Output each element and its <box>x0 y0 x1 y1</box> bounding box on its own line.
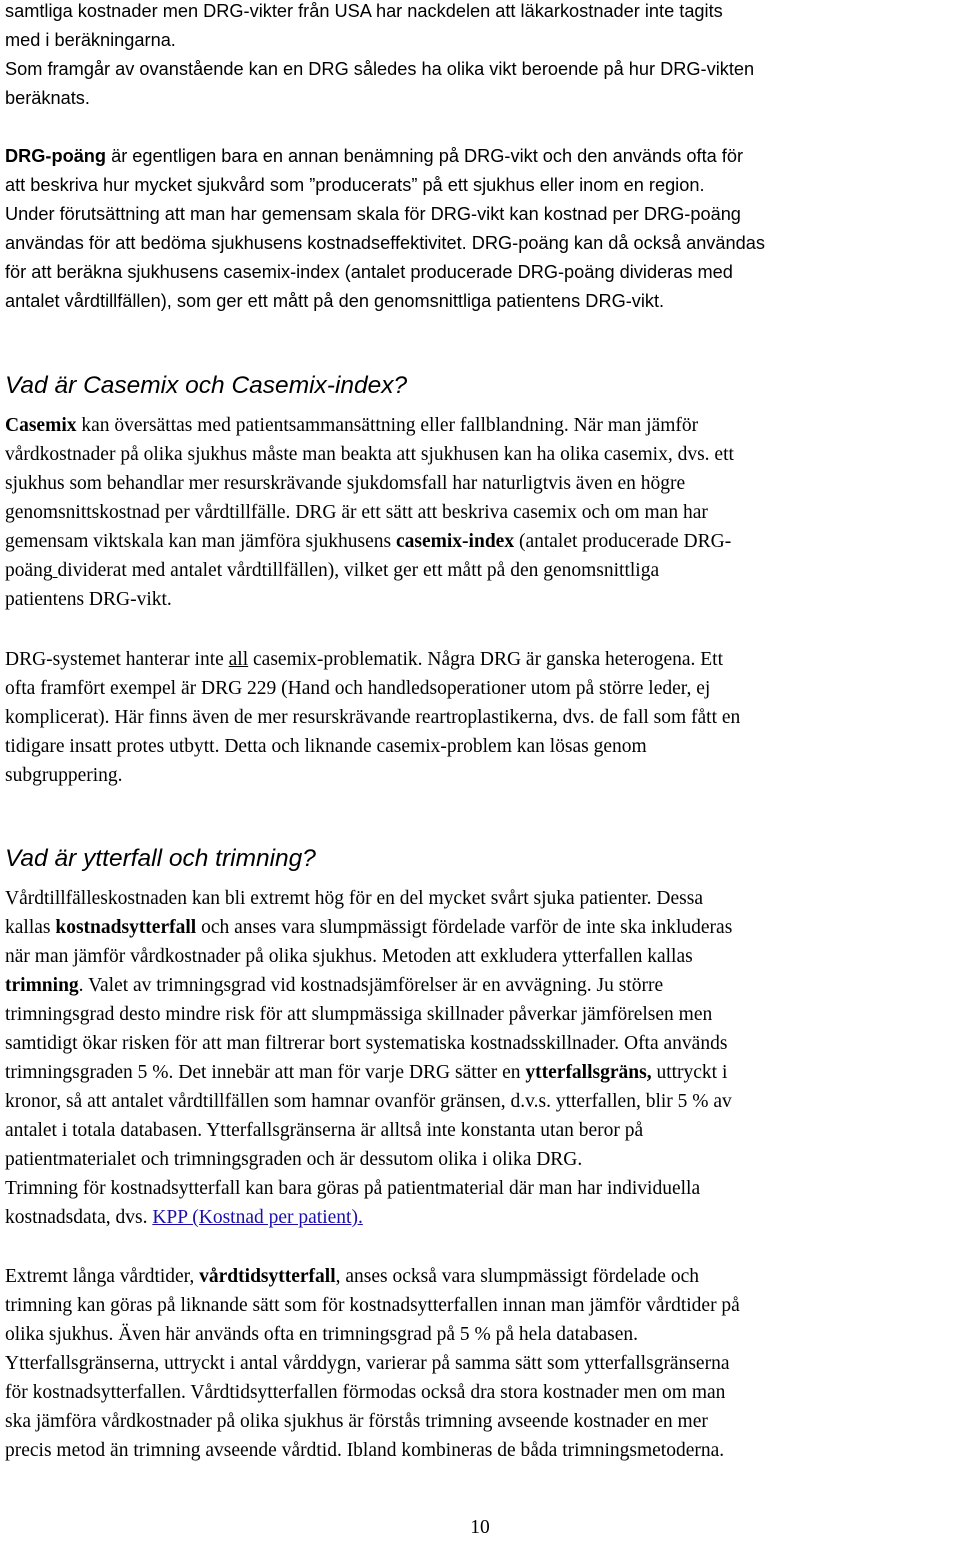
text-line: samtliga kostnader men DRG-vikter från USA har nackdelen att läkarkostnader inte tagits <box>5 1 723 21</box>
text-line: att beskriva hur mycket sjukvård som ”producerats” på ett sjukhus eller inom en region. <box>5 175 705 195</box>
text-line <box>5 556 734 585</box>
text-span: kostnadsdata, dvs. <box>5 1207 153 1228</box>
term-trimning: trimning <box>5 975 79 996</box>
text-line: Ytterfallsgränserna, uttryckt i antal vårddygn, varierar på samma sätt som ytterfallsgränserna <box>5 1353 730 1374</box>
heading-ytterfall: Vad är ytterfall och trimning? <box>5 845 316 872</box>
text-line <box>5 971 732 1000</box>
text-line: tidigare insatt protes utbytt. Detta och liknande casemix-problem kan lösas genom <box>5 736 647 757</box>
text-span: casemix-problematik. Några DRG är ganska heterogena. Ett <box>248 649 724 670</box>
heading-casemix: Vad är Casemix och Casemix-index? <box>5 372 408 399</box>
text-line: komplicerat). Här finns även de mer resurskrävande reartroplastikerna, dvs. de fall som fått en <box>5 707 741 728</box>
vardtid-paragraph <box>5 1262 740 1465</box>
text-line: genomsnittskostnad per vårdtillfälle. DRG är ett sätt att beskriva casemix och om man har <box>5 502 708 523</box>
text-line <box>5 1058 732 1087</box>
intro-paragraph <box>5 0 754 113</box>
text-span: uttryckt i <box>651 1062 728 1083</box>
term-kostnadsytterfall: kostnadsytterfall <box>55 917 197 938</box>
text-line: samtidigt ökar risken för att man filtrerar bort systematiska kostnadsskillnader. Ofta används <box>5 1033 728 1054</box>
text-span: Extremt långa vårdtider, <box>5 1266 200 1287</box>
text-line: trimningsgrad desto mindre risk för att slumpmässiga skillnader påverkar jämförelsen men <box>5 1004 713 1025</box>
text-line: patientens DRG-vikt. <box>5 589 172 610</box>
ytterfall-paragraph <box>5 884 732 1232</box>
text-span: poäng <box>5 560 53 581</box>
text-line <box>5 527 734 556</box>
text-span: trimningsgraden 5 %. Det innebär att man för varje DRG sätter en <box>5 1062 526 1083</box>
text-line <box>5 1262 740 1291</box>
drg-poang-paragraph <box>5 142 765 316</box>
text-line: Under förutsättning att man har gemensam skala för DRG-vikt kan kostnad per DRG-poäng <box>5 204 741 224</box>
text-span: dividerat med antalet vårdtillfällen), vilket ger ett mått på den genomsnittliga <box>57 560 660 581</box>
text-span: gemensam viktskala kan man jämföra sjukhusens <box>5 531 396 552</box>
text-line: kronor, så att antalet vårdtillfällen som hamnar ovanför gränsen, d.v.s. ytterfallen, blir 5 % av <box>5 1091 732 1112</box>
text-line <box>5 645 740 674</box>
page-number: 10 <box>470 1517 490 1538</box>
text-line: subgruppering. <box>5 765 123 786</box>
text-span: är egentligen bara en annan benämning på DRG-vikt och den används ofta för <box>106 146 744 166</box>
emphasis-all: all <box>228 649 249 670</box>
text-line <box>5 142 765 171</box>
text-line: sjukhus som behandlar mer resurskrävande sjukdomsfall har naturligtvis även en högre <box>5 473 686 494</box>
text-line: användas för att bedöma sjukhusens kostnadseffektivitet. DRG-poäng kan då också användas <box>5 233 765 253</box>
text-line <box>5 1203 732 1232</box>
term-ytterfallsgrans: ytterfallsgräns, <box>525 1062 652 1083</box>
text-line: beräknats. <box>5 88 90 108</box>
drg-system-paragraph <box>5 645 740 790</box>
text-span: , anses också vara slumpmässigt fördelade och <box>335 1266 699 1287</box>
text-line <box>5 913 732 942</box>
kpp-link[interactable]: KPP (Kostnad per patient). <box>152 1207 363 1228</box>
text-line: när man jämför vårdkostnader på olika sjukhus. Metoden att exkludera ytterfallen kallas <box>5 946 693 967</box>
text-line: med i beräkningarna. <box>5 30 176 50</box>
text-line: vårdkostnader på olika sjukhus måste man beakta att sjukhusen kan ha olika casemix, dvs. ett <box>5 444 734 465</box>
term-drg-poang: DRG-poäng <box>5 146 107 166</box>
text-line: patientmaterialet och trimningsgraden och är dessutom olika i olika DRG. <box>5 1149 583 1170</box>
text-span: DRG-systemet hanterar inte <box>5 649 229 670</box>
text-line: olika sjukhus. Även här används ofta en trimningsgrad på 5 % på hela databasen. <box>5 1324 639 1345</box>
text-line: ofta framfört exempel är DRG 229 (Hand och handledsoperationer utom på större leder, ej <box>5 678 711 699</box>
text-line: antalet i totala databasen. Ytterfallsgränserna är alltså inte konstanta utan beror på <box>5 1120 644 1141</box>
text-line: trimning kan göras på liknande sätt som för kostnadsytterfallen innan man jämför vårdtider på <box>5 1295 740 1316</box>
text-line: för kostnadsytterfallen. Vårdtidsytterfallen förmodas också dra stora kostnader men om man <box>5 1382 726 1403</box>
text-line: Vårdtillfälleskostnaden kan bli extremt hög för en del mycket svårt sjuka patienter. Dessa <box>5 888 704 909</box>
term-vardtidsytterfall: vårdtidsytterfall <box>199 1266 336 1287</box>
text-line: för att beräkna sjukhusens casemix-index (antalet producerade DRG-poäng divideras med <box>5 262 733 282</box>
casemix-paragraph <box>5 411 734 614</box>
term-casemix-index: casemix-index <box>396 531 515 552</box>
text-span: kallas <box>5 917 56 938</box>
text-line <box>5 411 734 440</box>
text-span: (antalet producerade DRG- <box>514 531 732 552</box>
text-line: ska jämföra vårdkostnader på olika sjukhus är förstås trimning avseende kostnader en mer <box>5 1411 708 1432</box>
term-casemix: Casemix <box>5 415 77 436</box>
text-line: precis metod än trimning avseende vårdtid. Ibland kombineras de båda trimningsmetoderna. <box>5 1440 725 1461</box>
text-line: Trimning för kostnadsytterfall kan bara göras på patientmaterial där man har individuella <box>5 1178 701 1199</box>
text-span: . Valet av trimningsgrad vid kostnadsjämförelser är en avvägning. Ju större <box>78 975 664 996</box>
text-span: kan översättas med patientsammansättning eller fallblandning. När man jämför <box>76 415 699 436</box>
text-span: och anses vara slumpmässigt fördelade varför de inte ska inkluderas <box>196 917 733 938</box>
text-line: Som framgår av ovanstående kan en DRG således ha olika vikt beroende på hur DRG-vikten <box>5 59 755 79</box>
text-line: antalet vårdtillfällen), som ger ett mått på den genomsnittliga patientens DRG-vikt. <box>5 291 665 311</box>
